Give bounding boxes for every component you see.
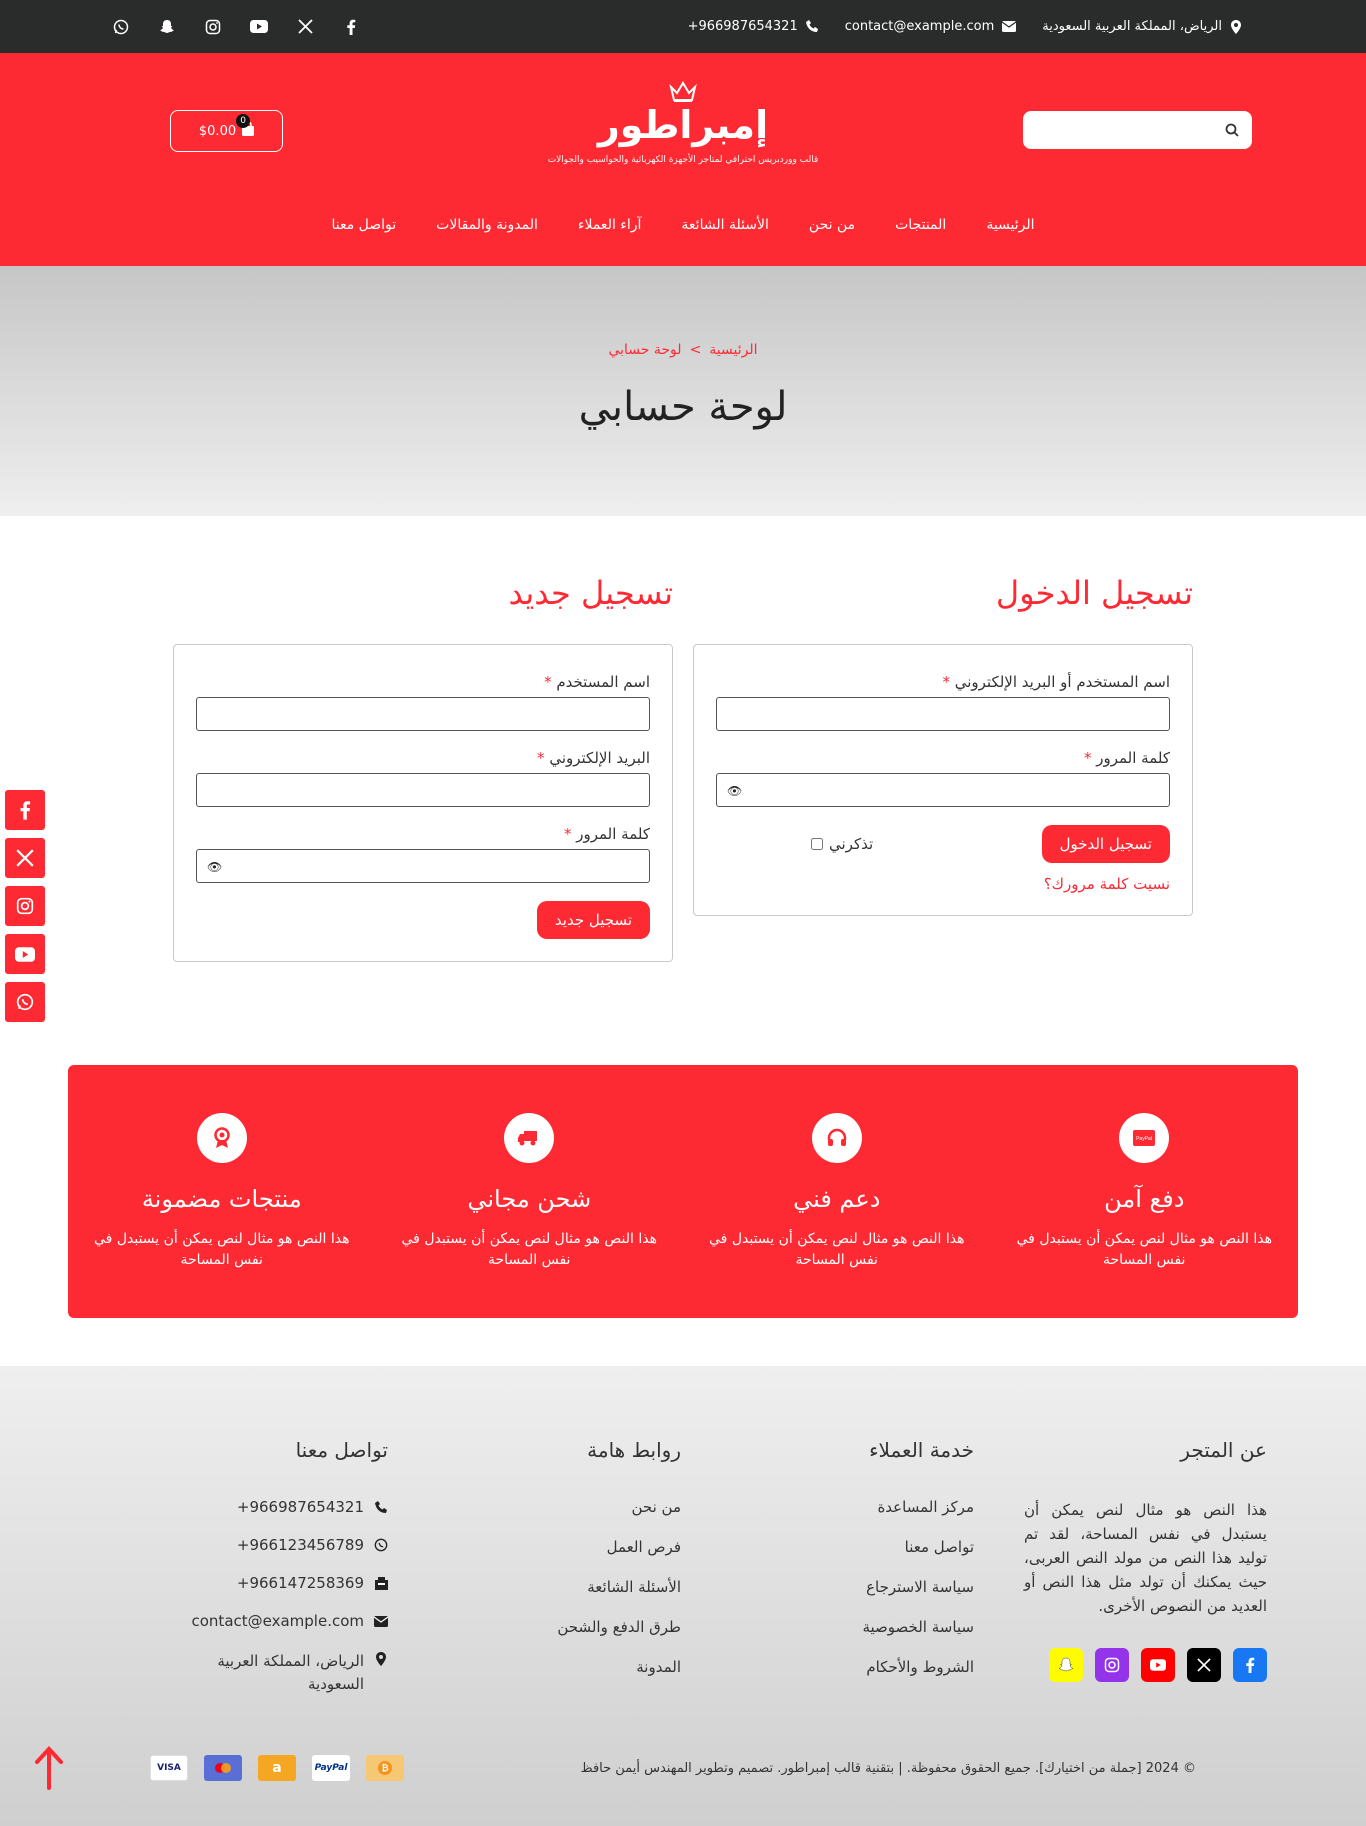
nav-testimonials[interactable]: آراء العملاء (577, 217, 642, 233)
show-password-icon[interactable]: 👁 (207, 860, 223, 874)
login-button[interactable]: تسجيل الدخول (1042, 825, 1170, 863)
youtube-icon[interactable] (1141, 1648, 1175, 1682)
register-column (173, 574, 673, 1065)
footer-email[interactable]: contact@example.com (99, 1612, 388, 1630)
footer-fax[interactable]: +966147258369 (99, 1574, 388, 1592)
truck-icon (504, 1113, 554, 1163)
instagram-icon[interactable] (1095, 1648, 1129, 1682)
register-email-field (196, 749, 650, 807)
footer-link[interactable]: تواصل معنا (904, 1538, 974, 1556)
nav-home[interactable]: الرئيسية (986, 217, 1035, 233)
copyright-bar (0, 1742, 1366, 1794)
facebook-icon[interactable] (342, 18, 360, 36)
register-button[interactable]: تسجيل جديد (537, 901, 650, 939)
footer-link[interactable]: مركز المساعدة (877, 1498, 974, 1516)
login-heading: تسجيل الدخول (995, 574, 1193, 612)
register-username-label: اسم المستخدم * (544, 673, 650, 691)
visa-icon: VISA (150, 1755, 188, 1781)
phone-icon (806, 20, 819, 33)
x-icon[interactable] (296, 18, 314, 36)
floating-social-bar (5, 790, 45, 1022)
register-email-label: البريد الإلكتروني * (537, 749, 650, 767)
register-password-field (196, 825, 650, 883)
feature-free-shipping: شحن مجاني هذا النص هو مثال لنص يمكن أن يستبدل في نفس المساحة (394, 1113, 664, 1271)
envelope-icon (374, 1614, 388, 1628)
register-email-input[interactable] (197, 774, 649, 806)
features-strip (68, 1065, 1298, 1318)
login-form (693, 644, 1193, 916)
paypal-icon (1119, 1113, 1169, 1163)
feature-support: دعم فني هذا النص هو مثال لنص يمكن أن يستبدل في نفس المساحة (702, 1113, 972, 1271)
x-icon[interactable] (1187, 1648, 1221, 1682)
search-box[interactable] (1023, 111, 1252, 149)
instagram-icon[interactable] (204, 18, 222, 36)
login-password-label: كلمة المرور * (1083, 749, 1170, 767)
cart-button[interactable] (170, 110, 283, 152)
search-input[interactable] (1024, 115, 1225, 145)
snapchat-icon[interactable] (158, 18, 176, 36)
instagram-icon[interactable] (5, 886, 45, 926)
whatsapp-icon[interactable] (5, 982, 45, 1022)
footer-link[interactable]: سياسة الخصوصية (862, 1618, 974, 1636)
cart-count-badge: 0 (236, 114, 250, 128)
mastercard-icon (204, 1755, 242, 1781)
footer-address: الرياض، المملكة العربية السعودية (99, 1650, 388, 1695)
footer-link[interactable]: المدونة (636, 1658, 681, 1676)
login-username-field (716, 673, 1170, 731)
breadcrumb-separator: > (689, 342, 702, 358)
whatsapp-icon (374, 1538, 388, 1552)
footer-phone[interactable]: +966987654321 (99, 1498, 388, 1516)
page-banner (0, 266, 1366, 516)
register-username-input[interactable] (197, 698, 649, 730)
envelope-icon (1002, 21, 1016, 32)
youtube-icon[interactable] (5, 934, 45, 974)
whatsapp-icon[interactable] (112, 18, 130, 36)
phone-icon (374, 1500, 388, 1514)
nav-blog[interactable]: المدونة والمقالات (436, 217, 538, 233)
footer-link[interactable]: فرص العمل (606, 1538, 681, 1556)
footer-about: عن المتجر هذا النص هو مثال لنص يمكن أن يستبدل في نفس المساحة، لقد تم توليد هذا النص من مولد النص العربى، حيث يمكنك أن تولد مثل هذا النص أو العديد من النصوص الأخرى. (976, 1438, 1269, 1715)
footer-whatsapp[interactable]: +966123456789 (99, 1536, 388, 1554)
remember-me-checkbox[interactable] (811, 838, 823, 850)
nav-contact[interactable]: تواصل معنا (331, 217, 397, 233)
fax-icon (374, 1576, 388, 1590)
feature-guaranteed: منتجات مضمونة هذا النص هو مثال لنص يمكن أن يستبدل في نفس المساحة (87, 1113, 357, 1271)
page-title: لوحة حسابي (578, 384, 788, 430)
footer-link[interactable]: من نحن (631, 1498, 681, 1516)
footer-link[interactable]: سياسة الاسترجاع (866, 1578, 974, 1596)
facebook-icon[interactable] (5, 790, 45, 830)
contact-info (688, 19, 1242, 34)
amazon-pay-icon: a (258, 1755, 296, 1781)
nav-products[interactable]: المنتجات (895, 217, 947, 233)
snapchat-icon[interactable] (1049, 1648, 1083, 1682)
register-form (173, 644, 673, 962)
register-username-field (196, 673, 650, 731)
back-to-top-button[interactable] (32, 1746, 66, 1790)
footer-link[interactable]: طرق الدفع والشحن (557, 1618, 681, 1636)
cart-total: $0.00 (198, 123, 237, 139)
breadcrumb-current: لوحة حسابي (608, 342, 682, 358)
breadcrumb (0, 342, 1366, 358)
footer-social-links (978, 1648, 1267, 1682)
footer-contact: تواصل معنا +966987654321 +966123456789 +966147258369 contact@example.com الرياض، المملكة العربية السعودية (97, 1438, 390, 1715)
phone[interactable]: +966987654321 (688, 19, 819, 34)
headset-icon (812, 1113, 862, 1163)
site-header (0, 53, 1366, 266)
footer-link[interactable]: الشروط والأحكام (866, 1658, 974, 1676)
login-password-field (716, 749, 1170, 807)
payment-methods (150, 1755, 404, 1781)
footer-customer-service: خدمة العملاء مركز المساعدة تواصل معنا سياسة الاسترجاع سياسة الخصوصية الشروط والأحكام (683, 1438, 976, 1715)
site-logo[interactable] (533, 81, 833, 165)
show-password-icon[interactable]: 👁 (727, 784, 743, 798)
x-icon[interactable] (5, 838, 45, 878)
paypal-icon: PayPal (312, 1755, 350, 1781)
remember-me[interactable]: تذكرني (811, 835, 873, 853)
location-icon (374, 1652, 388, 1666)
crown-icon (668, 81, 698, 103)
login-column (693, 574, 1193, 1065)
top-social-links (112, 18, 360, 36)
facebook-icon[interactable] (1233, 1648, 1267, 1682)
youtube-icon[interactable] (250, 18, 268, 36)
main-nav (0, 217, 1366, 233)
register-password-input[interactable] (197, 850, 649, 882)
footer-link[interactable]: الأسئلة الشائعة (587, 1578, 681, 1596)
shopping-bag-icon (240, 116, 254, 140)
award-icon (197, 1113, 247, 1163)
bitcoin-icon: ₿ (366, 1755, 404, 1781)
logo-tagline: قالب ووردبريس احترافي لمتاجر الأجهزة الكهربائية والحواسيب والجوالات (547, 154, 819, 165)
login-password-input[interactable] (717, 774, 1169, 806)
search-icon[interactable] (1225, 123, 1239, 137)
breadcrumb-home[interactable]: الرئيسية (709, 342, 758, 358)
login-username-label: اسم المستخدم أو البريد الإلكتروني * (942, 673, 1170, 691)
feature-secure-payment: PayPal دفع آمن هذا النص هو مثال لنص يمكن أن يستبدل في نفس المساحة (1009, 1113, 1279, 1271)
logo-name: إمبراطور (597, 103, 769, 147)
svg-text:PayPal: PayPal (1136, 1136, 1153, 1142)
lost-password-link[interactable]: نسيت كلمة مرورك؟ (1043, 875, 1170, 893)
nav-about[interactable]: من نحن (808, 217, 856, 233)
register-password-label: كلمة المرور * (563, 825, 650, 843)
address: الرياض، المملكة العربية السعودية (1042, 19, 1242, 34)
account-forms (0, 516, 1366, 1065)
register-heading: تسجيل جديد (508, 574, 673, 612)
login-username-input[interactable] (717, 698, 1169, 730)
location-icon (1230, 20, 1242, 34)
footer-important-links: روابط هامة من نحن فرص العمل الأسئلة الشائعة طرق الدفع والشحن المدونة (390, 1438, 683, 1715)
nav-faq[interactable]: الأسئلة الشائعة (681, 217, 769, 233)
copyright-text: © 2024 [جملة من اختيارك]. جميع الحقوق محفوظة. | بتقنية قالب إمبراطور. تصميم وتطوير المهندس أيمن حافظ (580, 1760, 1196, 1776)
email[interactable]: contact@example.com (845, 19, 1017, 34)
top-bar (0, 0, 1366, 53)
